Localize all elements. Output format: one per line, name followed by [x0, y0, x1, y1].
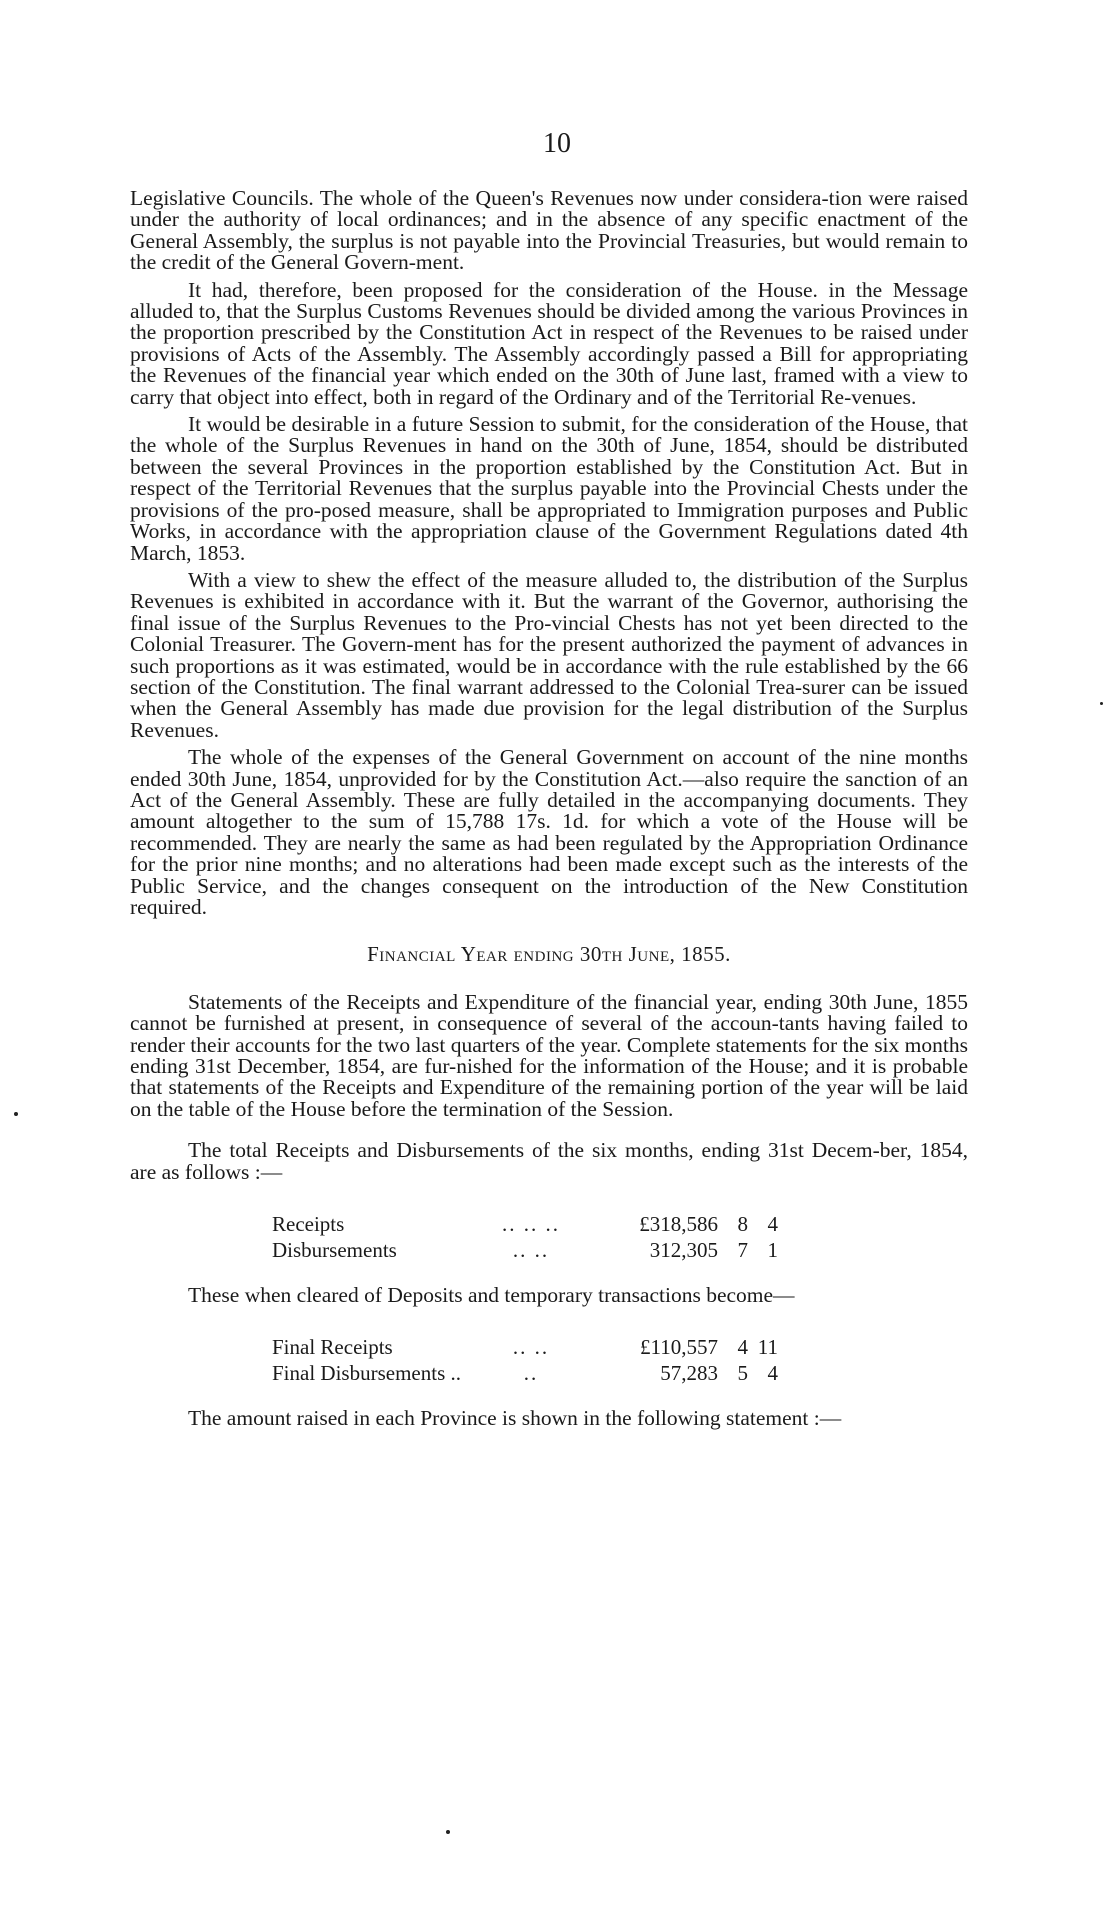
amount-pence: 1 — [767, 1238, 778, 1263]
ink-speck — [14, 1112, 18, 1116]
paragraph-3: It would be desirable in a future Session to submit, for the consideration of the House, that the whole of the Surplus Revenues in hand on the 30th of June, 1854, should be distributed between the several Provinces in the proportion established by the Constitution Act. But in respect of the Territorial Revenues that the surplus payable into the Provincial Chests under the provisions of the pro-posed measure, shall be appropriated to Immigration purposes and Public Works, in accordance with the appropriation clause of the Government Regulations dated 4th March, 1853. — [130, 412, 968, 565]
leader-dots: .. .. — [512, 1335, 550, 1360]
amount-pence: 11 — [757, 1335, 778, 1360]
amount-pounds: £318,586 — [639, 1212, 718, 1237]
ink-speck — [1100, 702, 1103, 705]
body-text — [130, 188, 968, 1436]
amount-shillings: 5 — [737, 1361, 748, 1386]
leader-dots: .. .. — [512, 1238, 550, 1263]
paragraph-4: With a view to shew the effect of the measure alluded to, the distribution of the Surplus Revenues is exhibited in accordance with it. But the warrant of the Governor, authorising the final issue of the Surplus Revenues to the Pro-vincial Chests has not yet been directed to the Colonial Treasurer. The Govern-ment has for the present authorized the payment of advances in such proportions as it was estimated, would be in accordance with the rule established by the 66 section of the Constitution. The final warrant addressed to the Colonial Trea-surer can be issued when the General Assembly has made due provision for the legal distribution of the Surplus Revenues. — [130, 567, 968, 742]
paragraph-9: The amount raised in each Province is shown in the following statement :— — [188, 1406, 842, 1431]
paragraph-6: Statements of the Receipts and Expenditure of the financial year, ending 30th June, 1855 cannot be furnished at present, in consequence of several of the accoun-tants having failed to render their accounts for the two last quarters of the year. Complete statements for the six months ending 31st December, 1854, are fur-nished for the information of the House; and it is probable that statements of the Receipts and Expenditure of the remaining portion of the year will be laid on the table of the House before the termination of the Session. — [130, 989, 968, 1121]
final-receipts-table — [272, 1334, 778, 1386]
table-row — [272, 1334, 778, 1360]
amount-pounds: 312,305 — [649, 1238, 718, 1263]
amount-shillings: 8 — [737, 1212, 748, 1237]
paragraph-7: The total Receipts and Disbursements of the six months, ending 31st Decem-ber, 1854, are as follows :— — [130, 1138, 968, 1184]
paragraph-1: Legislative Councils. The whole of the Queen's Revenues now under considera-tion were raised under the authority of local ordinances; and in the absence of any specific enactment of the General Assembly, the surplus is not payable into the Provincial Treasuries, but would remain to the credit of the General Govern-ment. — [130, 186, 968, 275]
amount-pence: 4 — [767, 1212, 778, 1237]
amount-pounds: £110,557 — [640, 1335, 718, 1360]
table-row — [272, 1360, 778, 1386]
page-number: 10 — [543, 128, 571, 159]
paragraph-5: The whole of the expenses of the General Government on account of the nine months ended 30th June, 1854, unprovided for by the Constitution Act.—also require the sanction of an Act of the General Assembly. These are fully detailed in the accompanying documents. They amount altogether to the sum of 15,788 17s. 1d. for which a vote of the House will be recommended. They are nearly the same as had been regulated by the Appropriation Ordinance for the prior nine months; and no alterations had been made except such as the interests of the Public Service, and the changes consequent on the introduction of the New Constitution required. — [130, 745, 968, 919]
amount-pence: 4 — [767, 1361, 778, 1386]
leader-dots: .. — [523, 1361, 539, 1386]
row-label: Disbursements — [272, 1238, 397, 1263]
row-label: Final Disbursements .. — [272, 1361, 461, 1386]
paragraph-2: It had, therefore, been proposed for the consideration of the House. in the Message alluded to, that the Surplus Customs Revenues should be divided among the various Provinces in the proportion prescribed by the Constitution Act in respect of the Revenues to be raised under provisions of Acts of the Assembly. The Assembly accordingly passed a Bill for appropriating the Revenues of the financial year which ended on the 30th of June last, framed with a view to carry that object into effect, both in regard of the Ordinary and of the Territorial Re-venues. — [130, 277, 968, 409]
row-label: Receipts — [272, 1212, 345, 1237]
amount-shillings: 7 — [737, 1238, 748, 1263]
section-heading: Financial Year ending 30th June, 1855. — [367, 942, 731, 967]
table-row — [272, 1237, 778, 1263]
amount-shillings: 4 — [737, 1335, 748, 1360]
row-label: Final Receipts — [272, 1335, 393, 1360]
paragraph-8: These when cleared of Deposits and temporary transactions become— — [188, 1283, 795, 1308]
amount-pounds: 57,283 — [660, 1361, 718, 1386]
leader-dots: .. .. .. — [502, 1212, 560, 1237]
receipts-table — [272, 1211, 778, 1263]
ink-speck — [446, 1830, 450, 1834]
table-row — [272, 1211, 778, 1237]
